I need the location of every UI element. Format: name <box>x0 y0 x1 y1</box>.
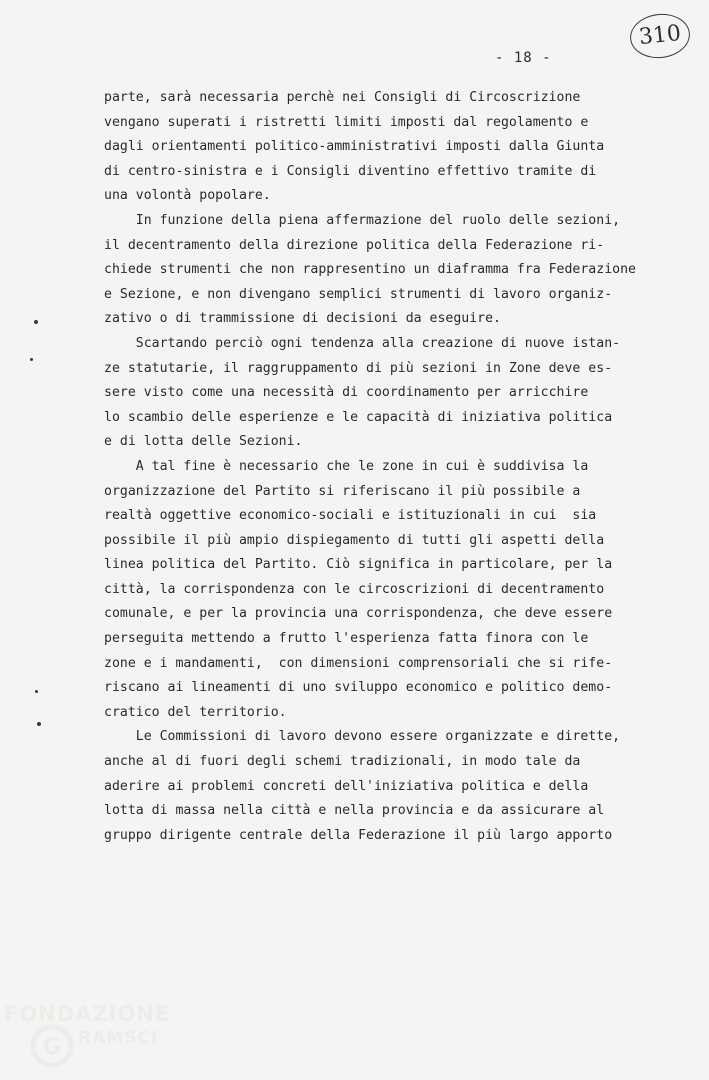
document-body <box>104 86 664 848</box>
text-line: gruppo dirigente centrale della Federazione il più largo apporto <box>104 827 613 843</box>
text-line: e di lotta delle Sezioni. <box>104 434 303 450</box>
text-line: lotta di massa nella città e nella provincia e da assicurare al <box>104 803 605 819</box>
page-number: - 18 - <box>495 50 552 66</box>
text-line: parte, sarà necessaria perchè nei Consigli di Circoscrizione <box>104 90 581 105</box>
text-line: ze statutarie, il raggruppamento di più sezioni in Zone deve es- <box>104 360 613 376</box>
text-line: dagli orientamenti politico-amministrativi imposti dalla Giunta <box>104 139 605 155</box>
text-line: sere visto come una necessità di coordinamento per arricchire <box>104 385 589 401</box>
text-line: comunale, e per la provincia una corrispondenza, che deve essere <box>104 606 613 622</box>
text-line: zone e i mandamenti, con dimensioni comprensoriali che si rife- <box>104 655 613 671</box>
watermark-line2: RAMSCI <box>78 1028 159 1048</box>
text-line: riscano ai lineamenti di uno sviluppo economico e politico demo- <box>104 680 613 696</box>
text-line: Scartando perciò ogni tendenza alla creazione di nuove istan- <box>104 335 621 351</box>
text-line: linea politica del Partito. Ciò significa in particolare, per la <box>104 557 613 573</box>
margin-mark <box>30 358 33 361</box>
text-line: cratico del territorio. <box>104 704 287 720</box>
text-line: realtà oggettive economico-sociali e istituzionali in cui sia <box>104 508 597 524</box>
text-line: In funzione della piena affermazione del ruolo delle sezioni, <box>104 212 621 228</box>
text-line: anche al di fuori degli schemi tradizionali, in modo tale da <box>104 754 581 770</box>
margin-mark <box>37 722 41 726</box>
watermark <box>4 1002 194 1072</box>
text-line: e Sezione, e non divengano semplici strumenti di lavoro organiz- <box>104 286 613 302</box>
text-line: aderire ai problemi concreti dell'iniziativa politica e della <box>104 778 589 794</box>
watermark-line1: FONDAZIONE <box>4 1002 171 1026</box>
text-line: zativo o di trammissione di decisioni da eseguire. <box>104 311 501 327</box>
text-line: lo scambio delle esperienze e le capacità di iniziativa politica <box>104 409 613 425</box>
watermark-letter: G <box>42 1035 62 1060</box>
margin-mark <box>34 320 38 324</box>
text-line: città, la corrispondenza con le circoscrizioni di decentramento <box>104 581 605 597</box>
text-line: chiede strumenti che non rappresentino un diaframma fra Federazione <box>104 262 636 278</box>
margin-mark <box>35 690 38 693</box>
text-line: Le Commissioni di lavoro devono essere organizzate e dirette, <box>104 729 621 745</box>
text-line: di centro-sinistra e i Consigli diventino effettivo tramite di <box>104 163 597 179</box>
text-line: perseguita mettendo a frutto l'esperienza fatta finora con le <box>104 631 589 647</box>
text-line: organizzazione del Partito si riferiscano il più possibile a <box>104 483 581 499</box>
watermark-logo <box>30 1024 74 1068</box>
text-line: il decentramento della direzione politica della Federazione ri- <box>104 237 605 253</box>
text-line: vengano superati i ristretti limiti imposti dal regolamento e <box>104 114 589 130</box>
archive-stamp: 310 <box>628 11 692 61</box>
text-line: possibile il più ampio dispiegamento di tutti gli aspetti della <box>104 532 605 548</box>
text-line: A tal fine è necessario che le zone in cui è suddivisa la <box>104 458 589 474</box>
text-line: una volontà popolare. <box>104 188 271 204</box>
